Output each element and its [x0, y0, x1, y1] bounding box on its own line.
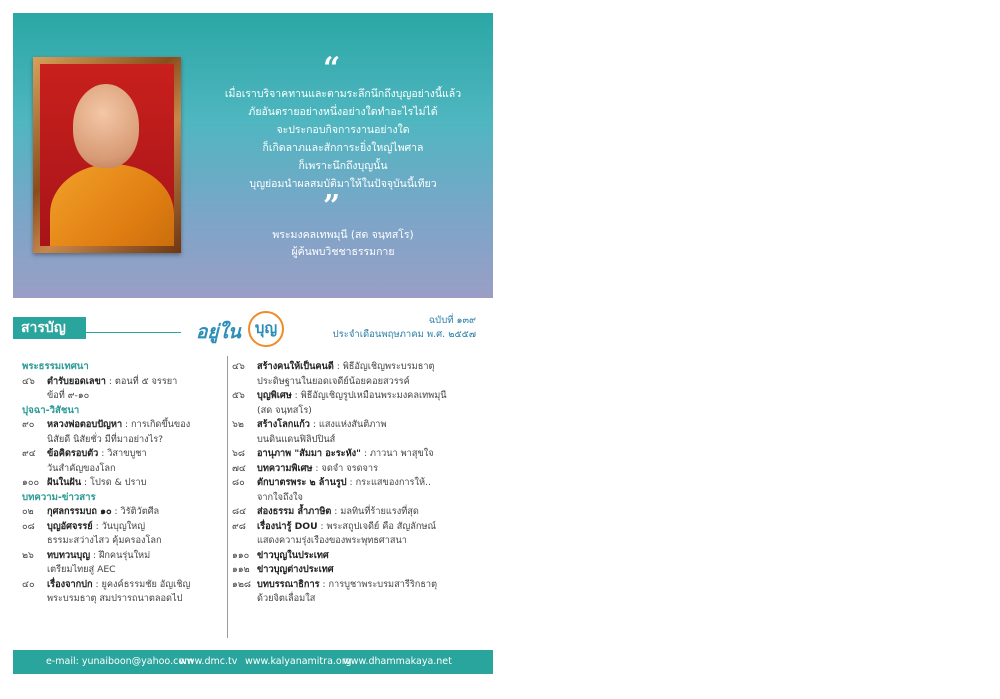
toc-page-number: ๙๐ [22, 419, 35, 430]
toc-entry-title: บุญพิเศษ [257, 390, 292, 401]
toc-section-heading: ปุจฉา-วิสัชนา [22, 404, 80, 416]
toc-entry-title: สร้างโลกแก้ว [257, 419, 310, 430]
toc-entry-title: สร้างคนให้เป็นคนดี [257, 361, 334, 372]
toc-page-number: ๔๖ [232, 361, 245, 372]
quote-line: เมื่อเราบริจาคทานและตามระลึกนึกถึงบุญอย่างนี้แล้ว [224, 88, 462, 100]
toc-right-column [232, 360, 487, 607]
toc-entry-desc: : วิรัติวัตศีล [111, 506, 160, 517]
toc-page-number: ๒๖ [22, 549, 34, 561]
toc-entry-desc: : วันบุญใหญ่ [92, 520, 146, 532]
toc-page-number: ๑๒๘ [232, 578, 251, 590]
toc-page-number: ๑๑๒ [232, 564, 250, 575]
toc-page-number: ๗๔ [232, 462, 246, 474]
author-title: ผู้ค้นพบวิชชาธรรมกาย [291, 246, 395, 258]
toc-page-number: ๑๑๐ [232, 549, 250, 561]
quote-text [203, 85, 483, 193]
portrait-head [73, 84, 139, 168]
toc-entry [232, 389, 487, 418]
quote-line: ภัยอันตรายอย่างหนึ่งอย่างใดทำอะไรไม่ได้ [248, 106, 438, 118]
toc-section-heading: บทความ-ข่าวสาร [22, 491, 96, 503]
footer-link-kalyanamitra[interactable]: www.kalyanamitra.org [245, 656, 352, 667]
toc-entry-continuation: ข้อที่ ๙-๑๐ [47, 390, 90, 401]
toc-entry [232, 549, 487, 564]
toc-entry-title: บทบรรณาธิการ [257, 578, 320, 590]
toc-entry-desc: : พระสถูปเจดีย์ คือ สัญลักษณ์ [317, 520, 437, 532]
quote-close-mark: ” [323, 189, 341, 224]
footer-link-dmc[interactable]: www.dmc.tv [179, 656, 238, 667]
toc-entry-title: อานุภาพ "สัมมา อะระหัง" [257, 448, 361, 459]
toc-entry-desc: : วิสาขบูชา [98, 448, 147, 459]
toc-entry-title: บุญอัศจรรย์ [47, 520, 93, 532]
toc-title-underline [86, 332, 181, 333]
toc-page-number: ๘๔ [232, 506, 247, 517]
toc-entry-continuation: ด้วยจิตเลื่อมใส [257, 593, 316, 604]
toc-entry-continuation: เตรียมไทยสู่ AEC [47, 564, 116, 575]
toc-entry-title: ทบทวนบุญ [47, 549, 91, 561]
quote-line: ก็เพราะนึกถึงบุญนั้น [298, 160, 388, 172]
portrait-frame [33, 57, 181, 253]
logo-text-left: อยู่ใน [196, 321, 241, 343]
toc-entry-desc: : พิธีอัญเชิญรูปเหมือนพระมงคลเทพมุนี [291, 390, 447, 401]
column-divider [227, 356, 228, 638]
toc-entry [22, 505, 227, 520]
author-name: พระมงคลเทพมุนี (สด จนฺทสโร) [272, 229, 414, 241]
quote-open-mark: “ [323, 51, 341, 86]
toc-page-number: ๐๘ [22, 520, 35, 532]
toc-entry [22, 476, 227, 491]
toc-entry-desc: : มลทินที่ร้ายแรงที่สุด [331, 506, 419, 517]
toc-entry [22, 520, 227, 549]
logo-text-circle: บุญ [248, 311, 284, 347]
issue-number: ฉบับที่ ๑๓๙ [428, 315, 476, 326]
toc-entry-desc: : ฝึกคนรุ่นใหม่ [90, 549, 151, 561]
issue-info [313, 314, 476, 342]
monk-portrait [40, 64, 174, 246]
toc-entry [232, 520, 487, 549]
toc-entry-desc: : โปรด & ปราบ [81, 477, 147, 488]
toc-entry-title: เรื่องน่ารู้ DOU [257, 520, 318, 532]
portrait-robe [50, 164, 174, 246]
toc-entry-desc: : พิธีอัญเชิญพระบรมธาตุ [333, 361, 435, 372]
toc-page-number: ๑๐๐ [22, 477, 40, 488]
toc-entry [232, 563, 487, 578]
toc-entry-desc: : แสงแห่งสันติภาพ [309, 419, 387, 430]
toc-page-number: ๖๒ [232, 419, 244, 430]
toc-entry-title: ตำรับยอดเลขา [47, 375, 106, 387]
footer-email[interactable]: e-mail: yunaiboon@yahoo.com [46, 656, 194, 667]
issue-date: ประจำเดือนพฤษภาคม พ.ศ. ๒๕๕๗ [332, 329, 476, 340]
toc-entry [232, 462, 487, 477]
toc-entry-desc: : จดจำ จรดจาร [312, 462, 379, 474]
footer-bar [13, 650, 493, 674]
toc-entry-continuation: บนดินแดนฟิลิปปินส์ [257, 433, 336, 445]
hero-banner [13, 13, 493, 298]
toc-entry-desc: : การเกิดขึ้นของ [122, 419, 191, 430]
toc-entry-continuation: แสดงความรุ่งเรืองของพระพุทธศาสนา [257, 535, 407, 546]
toc-entry-continuation: จากใจถึงใจ [257, 491, 303, 503]
quote-line: ก็เกิดลาภและสักการะยิ่งใหญ่ไพศาล [262, 142, 424, 154]
toc-entry-desc: : ยูคงค์ธรรมชัย อัญเชิญ [92, 578, 191, 590]
toc-entry-title: หลวงพ่อตอบปัญหา [47, 419, 123, 430]
toc-entry-desc: : การบูชาพระบรมสารีริกธาตุ [319, 578, 438, 590]
toc-entry [22, 418, 227, 447]
toc-entry [232, 578, 487, 607]
footer-link-dhammakaya[interactable]: www.dhammakaya.net [343, 656, 452, 667]
toc-entry-title: ข่าวบุญต่างประเทศ [257, 564, 334, 575]
quote-line: บุญย่อมนำผลสมบัติมาให้ในปัจจุบันนี้เทียว [249, 178, 437, 190]
toc-entry-continuation: (สด จนฺทสโร) [257, 404, 312, 416]
toc-entry-title: ฝันในฝัน [47, 477, 82, 488]
toc-entry-title: เรื่องจากปก [47, 578, 93, 590]
toc-entry [232, 447, 487, 462]
magazine-page [13, 13, 493, 685]
toc-entry [232, 505, 487, 520]
toc-left-column [22, 360, 227, 607]
toc-page-number: ๘๐ [232, 477, 245, 488]
toc-entry-title: ข่าวบุญในประเทศ [257, 549, 329, 561]
toc-entry-continuation: ธรรมะสว่างไสว คุ้มครองโลก [47, 535, 162, 546]
magazine-logo [196, 311, 286, 351]
toc-entry [232, 476, 487, 505]
toc-entry-continuation: ประดิษฐานในยอดเจดีย์น้อยคอยสวรรค์ [257, 375, 410, 387]
toc-entry-title: บทความพิเศษ [257, 462, 313, 474]
toc-page-number: ๔๐ [22, 578, 35, 590]
toc-entry [22, 375, 227, 404]
toc-entry [22, 549, 227, 578]
toc-entry-desc: : กระแสของการให้.. [346, 477, 431, 488]
toc-entry-title: ตักบาตรพระ ๒ ล้านรูป [257, 477, 347, 488]
toc-entry-continuation: พระบรมธาตุ สมปรารถนาตลอดไป [47, 593, 183, 604]
toc-page-number: ๙๘ [232, 520, 246, 532]
toc-page-number: ๕๖ [232, 390, 245, 401]
toc-entry-continuation: วันสำคัญของโลก [47, 462, 116, 474]
toc-entry-desc: : ตอนที่ ๕ จรรยา [105, 375, 178, 387]
toc-title: สารบัญ [13, 317, 86, 339]
toc-page-number: ๖๘ [232, 448, 245, 459]
toc-page-number: ๔๖ [22, 375, 35, 387]
toc-entry [232, 418, 487, 447]
toc-entry-title: ส่องธรรม ล้ำภาษิต [257, 506, 332, 517]
quote-line: จะประกอบกิจการงานอย่างใด [276, 124, 410, 136]
toc-entry [232, 360, 487, 389]
quote-author [203, 227, 483, 261]
toc-entry-desc: : ภาวนา พาสุขใจ [360, 448, 434, 459]
toc-entry [22, 578, 227, 607]
toc-entry-title: ข้อคิดรอบตัว [47, 448, 99, 459]
toc-page-number: ๙๔ [22, 448, 36, 459]
toc-entry-continuation: นิสัยดี นิสัยชั่ว มีที่มาอย่างไร? [47, 433, 164, 445]
toc-entry [22, 447, 227, 476]
toc-page-number: ๐๒ [22, 506, 34, 517]
toc-section-heading: พระธรรมเทศนา [22, 361, 89, 372]
toc-entry-title: กุศลกรรมบถ ๑๐ [47, 506, 112, 517]
